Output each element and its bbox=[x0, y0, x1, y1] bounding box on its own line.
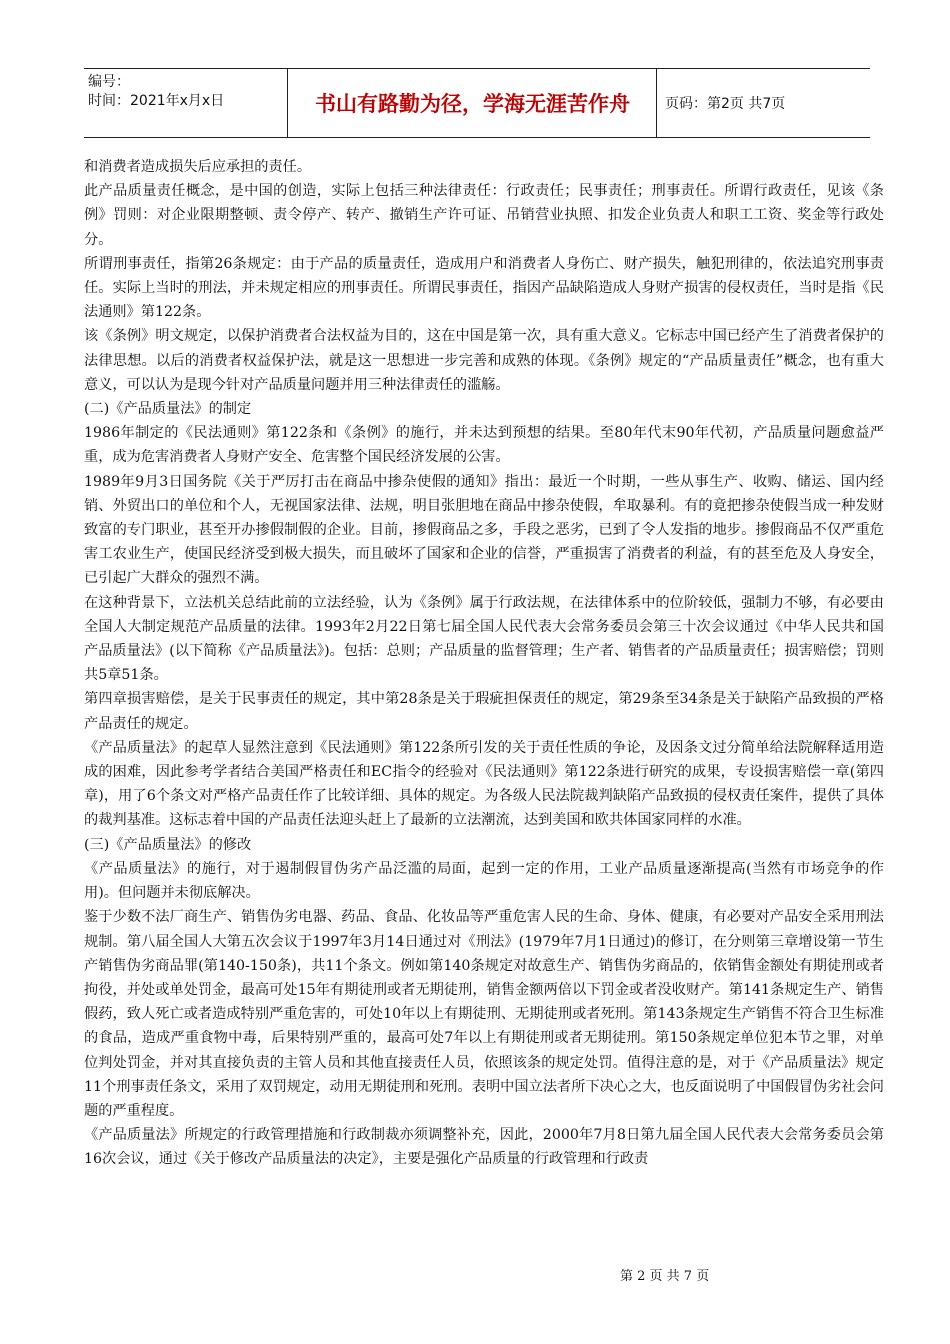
paragraph: 该《条例》明文规定，以保护消费者合法权益为目的，这在中国是第一次，具有重大意义。它标志中国已经产生了消费者保护的法律思想。以后的消费者权益保护法，就是这一思想进一步完善和成熟的体现。《条例》规定的“产品质量责任”概念，也有重大意义，可以认为是现今针对产品质量问题并用三种法律责任的滥觞。 bbox=[84, 328, 884, 393]
paragraph: 在这种背景下，立法机关总结此前的立法经验，认为《条例》属于行政法规，在法律体系中的位阶较低，强制力不够，有必要由全国人大制定规范产品质量的法律。1993年2月22日第七届全国人民代表大会常务委员会第三十次会议通过《中华人民共和国产品质量法》(以下简称《产品质量法》)。包括：总则；产品质量的监督管理；生产者、销售者的产品质量责任；损害赔偿；罚则共5章51条。 bbox=[84, 594, 884, 684]
paragraph: 第四章损害赔偿，是关于民事责任的规定，其中第28条是关于瑕疵担保责任的规定，第29条至34条是关于缺陷产品致损的严格产品责任的规定。 bbox=[84, 691, 884, 732]
paragraph: 《产品质量法》的起草人显然注意到《民法通则》第122条所引发的关于责任性质的争论，及因条文过分简单给法院解释适用造成的困难，因此参考学者结合美国严格责任和EC指令的经验对《民法通则》第122条进行研究的成果，专设损害赔偿一章(第四章)，用了6个条文对严格产品责任作了比较详细、具体的规定。为各级人民法院裁判缺陷产品致损的侵权责任案件，提供了具体的裁判基准。这标志着中国的产品责任法迎头赶上了最新的立法潮流，达到美国和欧共体国家同样的水准。 bbox=[84, 739, 884, 829]
page-footer: 第 2 页 共 7 页 bbox=[620, 1269, 710, 1284]
paragraph: 《产品质量法》的施行，对于遏制假冒伪劣产品泛滥的局面，起到一定的作用，工业产品质量逐渐提高(当然有市场竞争的作用)。但问题并未彻底解决。 bbox=[84, 860, 884, 902]
section-heading: (二)《产品质量法》的制定 bbox=[84, 401, 252, 418]
paragraph: 1989年9月3日国务院《关于严厉打击在商品中掺杂使假的通知》指出：最近一个时期，一些从事生产、收购、储运、国内经销、外贸出口的单位和个人，无视国家法律、法规，明目张胆地在商品中掺杂使假，牟取暴利。有的竟把掺杂使假当成一种发财致富的专门职业，甚至开办掺假制假的企业。目前，掺假商品之多，手段之恶劣，已到了令人发指的地步。掺假商品不仅严重危害工农业生产，使国民经济受到极大损失，而且破坏了国家和企业的信誉，严重损害了消费者的利益，有的甚至危及人身安全，已引起广大群众的强烈不满。 bbox=[84, 473, 884, 587]
header-meta bbox=[84, 69, 288, 137]
page-header bbox=[84, 68, 870, 138]
section-heading: (三)《产品质量法》的修改 bbox=[84, 836, 252, 853]
header-page-info: 页码：第2页 共7页 bbox=[665, 96, 786, 112]
header-slogan: 书山有路勤为径，学海无涯苦作舟 bbox=[289, 69, 657, 137]
document-number-label: 编号： bbox=[88, 74, 130, 90]
paragraph: 鉴于少数不法厂商生产、销售伪劣电器、药品、食品、化妆品等严重危害人民的生命、身体、健康，有必要对产品安全采用刑法规制。第八届全国人大第五次会议于1997年3月14日通过对《刑法》(1979年7月1日通过)的修订，在分则第三章增设第一节生产销售伪劣商品罪(第140-150条)，共11个条文。例如第140条规定对故意生产、销售伪劣商品的，依销售金额处有期徒刑或者拘役，并处或单处罚金，最高可处15年有期徒刑或者无期徒刑，销售金额两倍以下罚金或者没收财产。第141条规定生产、销售假药，致人死亡或者造成特别严重危害的，可处10年以上有期徒刑、无期徒刑或者死刑。第143条规定生产销售不符合卫生标准的食品，造成严重食物中毒，后果特别严重的，最高可处7年以上有期徒刑或者无期徒刑。第150条规定单位犯本节之罪，对单位判处罚金，并对其直接负责的主管人员和其他直接责任人员，依照该条的规定处罚。值得注意的是，对于《产品质量法》规定11个刑事责任条文，采用了双罚规定，动用无期徒刑和死刑。表明中国立法者所下决心之大，也反面说明了中国假冒伪劣社会问题的严重程度。 bbox=[84, 909, 884, 1119]
paragraph: 所谓刑事责任，指第26条规定：由于产品的质量责任，造成用户和消费者人身伤亡、财产损失，触犯刑律的，依法追究刑事责任。实际上当时的刑法，并未规定相应的刑事责任。所谓民事责任，指因产品缺陷造成人身财产损害的侵权责任，当时是指《民法通则》第122条。 bbox=[84, 255, 884, 321]
paragraph: 《产品质量法》所规定的行政管理措施和行政制裁亦须调整补充，因此，2000年7月8日第九届全国人民代表大会常务委员会第16次会议，通过《关于修改产品质量法的决定》，主要是强化产品质量的行政管理和行政责 bbox=[84, 1127, 884, 1168]
document-time-label: 时间：2021年x月x日 bbox=[88, 93, 225, 109]
paragraph: 1986年制定的《民法通则》第122条和《条例》的施行，并未达到预想的结果。至80年代末90年代初，产品质量问题愈益严重，成为危害消费者人身财产安全、危害整个国民经济发展的公害。 bbox=[84, 425, 884, 466]
document-body bbox=[84, 155, 884, 1172]
paragraph: 和消费者造成损失后应承担的责任。 bbox=[84, 159, 312, 175]
paragraph: 此产品质量责任概念，是中国的创造，实际上包括三种法律责任：行政责任；民事责任；刑事责任。所谓行政责任，见该《条例》罚则：对企业限期整顿、责令停产、转产、撤销生产许可证、吊销营业执照、扣发企业负责人和职工工资、奖金等行政处分。 bbox=[84, 183, 884, 248]
